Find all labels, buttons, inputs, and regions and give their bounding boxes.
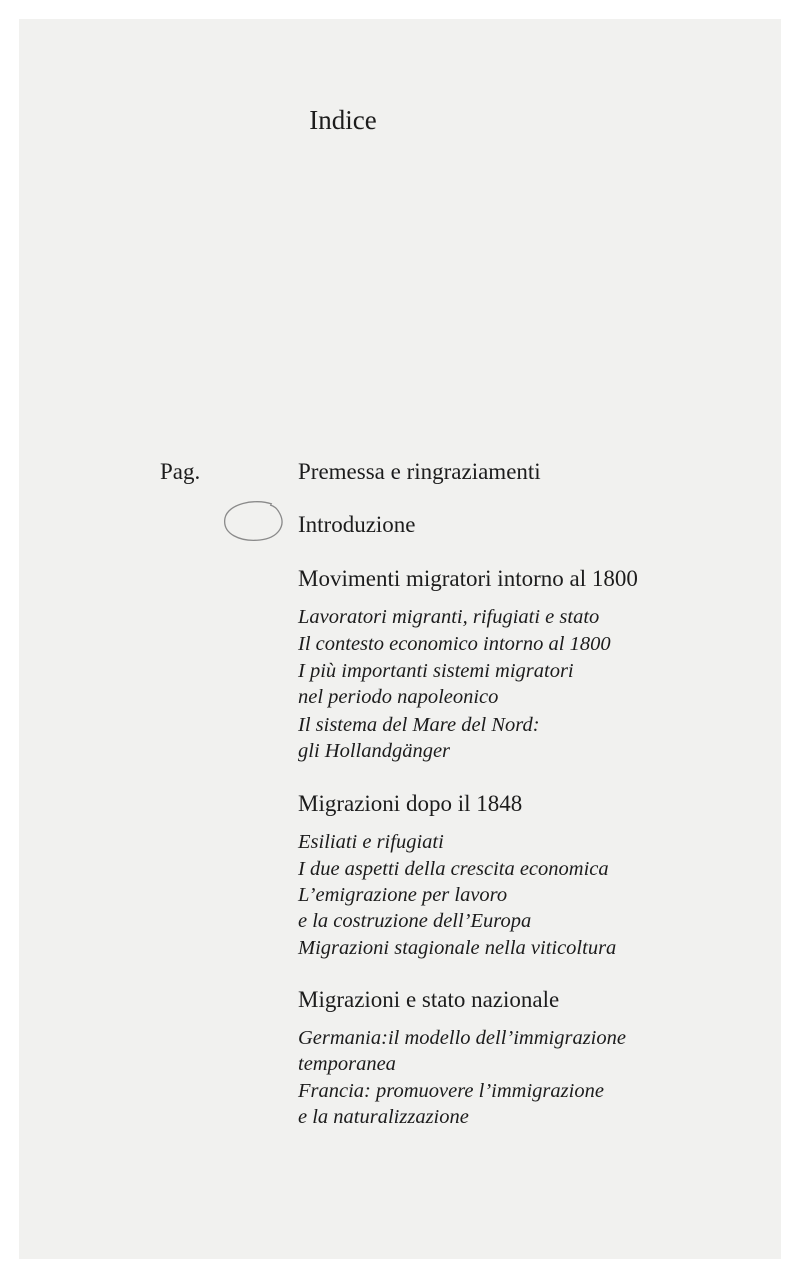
toc-section-title-continued: temporanea: [298, 1053, 396, 1075]
toc-chapter-title: Movimenti migratori intorno al 1800: [298, 566, 638, 591]
toc-section-title: Esiliati e rifugiati: [298, 831, 444, 853]
pencil-circle-mark: [220, 500, 286, 544]
toc-chapter-title: Premessa e ringraziamenti: [298, 459, 541, 484]
toc-section-title-continued: e la naturalizzazione: [298, 1106, 469, 1128]
toc-section-title: Germania:il modello dell’immigrazione: [298, 1027, 626, 1049]
toc-section-title: Lavoratori migranti, rifugiati e stato: [298, 606, 600, 628]
toc-chapter-title: Migrazioni dopo il 1848: [298, 791, 523, 816]
toc-section-title: Migrazioni stagionale nella viticoltura: [298, 937, 617, 959]
toc-section-title-continued: gli Hollandgänger: [298, 740, 451, 762]
toc-section-title-continued: e la costruzione dell’Europa: [298, 910, 532, 932]
page-title: Indice: [309, 105, 377, 135]
pag-label: Pag.: [160, 459, 201, 484]
toc-chapter-title: Introduzione: [298, 512, 416, 537]
toc-section-title-continued: nel periodo napoleonico: [298, 686, 499, 708]
toc-section-title: L’emigrazione per lavoro: [298, 884, 508, 906]
toc-section-title: Francia: promuovere l’immigrazione: [298, 1080, 604, 1102]
toc-section-title: Il sistema del Mare del Nord:: [298, 714, 540, 736]
toc-section-title: Il contesto economico intorno al 1800: [298, 633, 611, 655]
toc-section-title: I più importanti sistemi migratori: [298, 660, 574, 682]
toc-chapter-title: Migrazioni e stato nazionale: [298, 987, 560, 1012]
toc-section-title: I due aspetti della crescita economica: [298, 858, 609, 880]
